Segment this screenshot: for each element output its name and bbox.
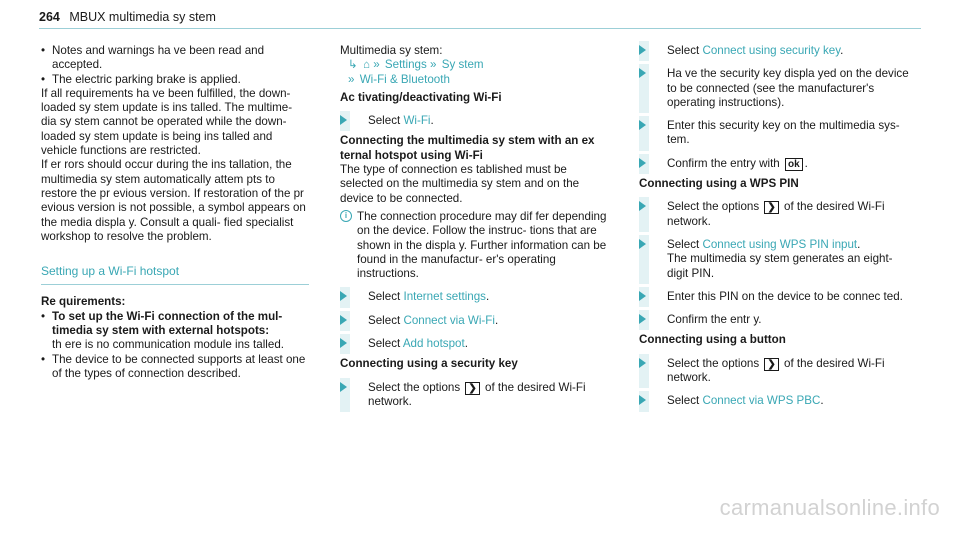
requirement-text: th ere is no communication module ins talled. (52, 338, 284, 352)
step-arrow-icon (340, 338, 347, 348)
step-item: Select Connect using security key. (639, 44, 911, 58)
step-link: Add hotspot (402, 337, 465, 351)
step-arrow-icon (340, 382, 347, 392)
step-arrow-icon (639, 201, 646, 211)
step-arrow-icon (639, 68, 646, 78)
step-text: Select the options (667, 356, 760, 370)
requirement-bold: • To set up the Wi-Fi connection of the mul‐ timedia sy stem with external hotspots: (52, 309, 283, 338)
step-arrow-icon (340, 315, 347, 325)
step-text: of the desired Wi-Fi network. (667, 200, 885, 228)
step-link: Connect via WPS PBC (702, 394, 821, 408)
page-header (39, 10, 216, 24)
paragraph-errors: If er rors should occur during the ins tallation, the multimedia sy stem automatically attem pts to restore the pr evious version. If restoration of the pr evious version is not possible, a symbol appears on the media displa y. Consult a quali‐ fied specialist workshop to resolve the problem. (41, 158, 306, 243)
step-select-word: Select (368, 337, 401, 351)
step-arrow-icon (639, 239, 646, 249)
step-arrow-icon (639, 158, 646, 168)
path-wifi-bluetooth: Wi-Fi & Bluetooth (359, 72, 450, 86)
step-select-word: Select (667, 394, 700, 408)
step-text: Confirm the entry with (667, 156, 780, 170)
connecting-text: The type of connection es tablished must be selected on the multimedia sy stem and on the device to be connected. (340, 163, 580, 205)
step-item: Select Wi-Fi. (340, 114, 612, 128)
step-item (639, 200, 911, 229)
step-select-word: Select (368, 114, 401, 128)
step-item (639, 119, 911, 148)
double-chevron-icon: » (373, 58, 380, 72)
step-link: Connect using security key (702, 44, 841, 57)
step-select-word: Select (667, 237, 700, 251)
step-text: Select the options (368, 380, 461, 394)
step-arrow-icon (639, 45, 646, 55)
step-text: of the desired Wi-Fi network. (667, 356, 885, 385)
step-item (340, 381, 612, 410)
header-title: MBUX multimedia sy stem (69, 10, 216, 24)
menu-path (340, 58, 612, 72)
step-select-word: Select (368, 313, 401, 327)
step-text: Ha ve the security key displa yed on the device to be connected (see the manufacturer's operating instructions). (667, 67, 909, 109)
chevron-right-icon: ❯ (465, 382, 479, 395)
step-arrow-icon (340, 291, 347, 301)
step-item (639, 290, 911, 304)
page-number: 264 (39, 10, 60, 24)
path-arrow-icon: ↳ (348, 58, 358, 72)
path-settings: Settings (384, 58, 427, 72)
button-heading: Connecting using a button (639, 333, 786, 347)
step-link: Connect via Wi-Fi (403, 313, 495, 327)
step-item: Confirm the entry with ok . (639, 157, 911, 171)
step-arrow-icon (340, 115, 347, 125)
requirement-item (41, 310, 309, 353)
note-block (340, 210, 612, 281)
step-arrow-icon (639, 358, 646, 368)
section-title: Setting up a Wi-Fi hotspot (41, 264, 180, 279)
step-text: Select the options (667, 200, 760, 214)
step-arrow-icon (639, 314, 646, 324)
step-link: Connect using WPS PIN input (702, 237, 858, 251)
step-text: Confirm the entr y. (667, 313, 762, 327)
column-1 (41, 44, 309, 381)
menu-path-2 (340, 73, 612, 87)
info-icon: i (340, 210, 352, 222)
header-rule (39, 28, 921, 29)
section-rule (41, 284, 309, 285)
watermark: carmanualsonline.info (719, 495, 940, 520)
step-text: Enter this security key on the multimedia sys‐ tem. (667, 119, 900, 147)
wps-pin-heading: Connecting using a WPS PIN (639, 177, 799, 191)
note-text: The connection procedure may dif fer depending on the device. Follow the instruc‐ tions that are shown in the displa y. Further information can be found in the manufactur‐ er's operating instructions. (357, 209, 607, 281)
step-arrow-icon (639, 291, 646, 301)
step-arrow-icon (639, 395, 646, 405)
step-item: Select Connect using WPS PIN input. The multimedia sy stem generates an eight- digit PIN. (639, 238, 911, 281)
step-item (639, 313, 911, 327)
step-item (639, 357, 911, 386)
bullet-item: • Notes and warnings ha ve been read and accepted. (41, 44, 309, 73)
chevron-right-icon: ❯ (764, 358, 778, 371)
home-icon: ⌂ (362, 58, 370, 72)
step-arrow-icon (639, 120, 646, 130)
column-2 (340, 44, 612, 409)
activating-heading: Ac tivating/deactivating Wi-Fi (340, 90, 502, 104)
step-link: Internet settings (403, 290, 486, 304)
requirements-label: Re quirements: (41, 295, 126, 309)
step-select-word: Select (667, 44, 700, 57)
step-link: Wi-Fi (403, 114, 431, 128)
double-chevron-icon: » (430, 58, 437, 72)
system-label: Multimedia sy stem: (340, 44, 443, 57)
requirement-item: • The device to be connected supports at least one of the types of connection described. (41, 353, 309, 382)
security-heading: Connecting using a security key (340, 357, 518, 371)
step-item: Select Connect via Wi-Fi. (340, 314, 612, 328)
step-text: Enter this PIN on the device to be connec ted. (667, 289, 903, 303)
step-item (639, 67, 911, 110)
step-item: Select Internet settings. (340, 290, 612, 304)
ok-key-icon: ok (785, 158, 803, 171)
bullet-item: • The electric parking brake is applied. (41, 73, 309, 87)
paragraph-update: If all requirements ha ve been fulfilled, the down‐ loaded sy stem update is ins talled. The multime‐ dia sy stem cannot be operated while the down‐ loaded sy stem update is being ins talled and vehicle functions are restricted. (41, 86, 293, 158)
column-3 (639, 44, 911, 409)
path-system: Sy stem (441, 58, 484, 72)
chevron-right-icon: ❯ (764, 201, 778, 214)
step-select-word: Select (368, 290, 401, 304)
double-chevron-icon: » (348, 72, 355, 86)
step-text: of the desired Wi-Fi network. (368, 380, 586, 408)
step-item: Select Connect via WPS PBC. (639, 394, 911, 408)
step-result: The multimedia sy stem generates an eight- digit PIN. (667, 252, 893, 280)
step-item: Select Add hotspot. (340, 337, 612, 351)
connecting-heading: Connecting the multimedia sy stem with an ex ternal hotspot using Wi-Fi (340, 134, 595, 162)
